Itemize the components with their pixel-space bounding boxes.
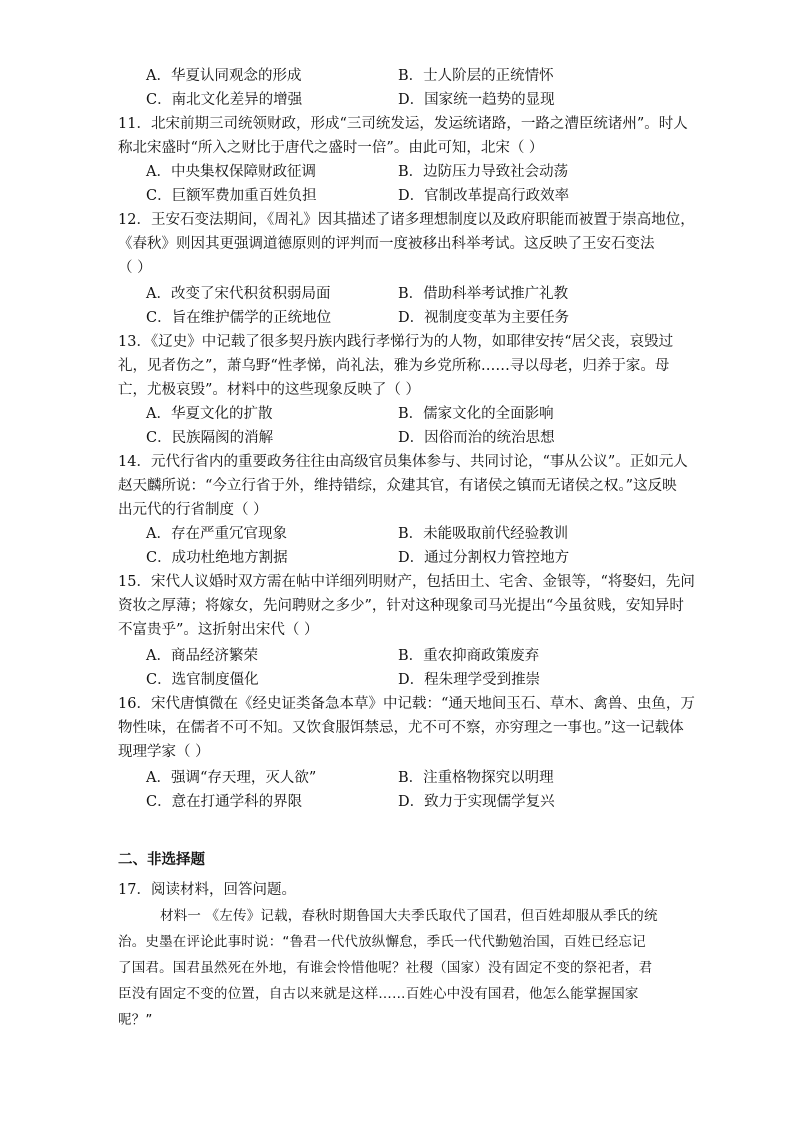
q13-stem-line-3: 亡，尤极哀毁”。材料中的这些现象反映了（ ） (118, 382, 421, 398)
q15-stem-line-2: 资妆之厚薄；将嫁女，先问聘财之多少”，针对这种现象司马光提出“今虽贫贱，安知异时 (118, 598, 684, 614)
q17-material-line-4: 臣没有固定不变的位置，自古以来就是这样……百姓心中没有国君，他怎么能掌握国家 (118, 986, 639, 1002)
q11-option-c: C．巨额军费加重百姓负担 (146, 188, 317, 204)
q14-stem-line-1: 14．元代行省内的重要政务往往由高级官员集体参与、共同讨论，“事从公议”。正如元人 (118, 454, 688, 470)
q11-option-a: A．中央集权保障财政征调 (146, 164, 316, 180)
q15-option-a: A．商品经济繁荣 (146, 648, 258, 664)
q11-option-d: D．官制改革提高行政效率 (398, 188, 570, 204)
q15-stem-line-3: 不富贵乎”。这折射出宋代（ ） (118, 622, 319, 638)
q15-stem-line-1: 15．宋代人议婚时双方需在帖中详细列明财产，包括田土、宅舍、金银等，“将娶妇，先问 (118, 574, 695, 590)
q12-option-d: D．视制度变革为主要任务 (398, 310, 570, 326)
q16-option-a: A．强调“存天理，灭人欲” (146, 770, 317, 786)
q14-option-c: C．成功杜绝地方割据 (146, 550, 288, 566)
q16-stem-line-3: 现理学家（ ） (118, 744, 210, 760)
q15-option-b: B．重农抑商政策废弃 (398, 648, 540, 664)
q13-stem-line-2: 礼，见者伤之”，萧乌野“性孝悌，尚礼法，雅为乡党所称……寻以母老，归养于家。母 (118, 358, 670, 374)
q12-stem-line-3: （ ） (118, 260, 152, 276)
q14-option-a: A．存在严重冗官现象 (146, 526, 287, 542)
q12-stem-line-2: 《春秋》则因其更强调道德原则的评判而一度被移出科举考试。这反映了王安石变法 (118, 236, 655, 252)
q17-material-line-5: 呢？” (118, 1012, 153, 1028)
q14-option-d: D．通过分割权力管控地方 (398, 550, 570, 566)
q16-option-d: D．致力于实现儒学复兴 (398, 794, 555, 810)
q15-option-c: C．选官制度僵化 (146, 672, 259, 688)
q14-option-b: B．未能吸取前代经验教训 (398, 526, 569, 542)
q16-stem-line-1: 16．宋代唐慎微在《经史证类备急本草》中记载：“通天地间玉石、草木、禽兽、虫鱼，万 (118, 696, 695, 712)
prev-option-b: B．士人阶层的正统情怀 (398, 68, 554, 84)
q17-material-line-1: 材料一 《左传》记载，春秋时期鲁国大夫季氏取代了国君，但百姓却服从季氏的统 (160, 908, 658, 924)
q13-option-d: D．因俗而治的统治思想 (398, 430, 555, 446)
prev-option-d: D．国家统一趋势的显现 (398, 92, 555, 108)
q17-stem: 17．阅读材料，回答问题。 (118, 882, 296, 898)
q12-option-b: B．借助科举考试推广礼教 (398, 286, 569, 302)
q15-option-d: D．程朱理学受到推崇 (398, 672, 541, 688)
q16-stem-line-2: 物性味，在儒者不可不知。又饮食服饵禁忌，尤不可不察，亦穷理之一事也。”这一记载体 (118, 720, 684, 736)
q13-option-b: B．儒家文化的全面影响 (398, 406, 554, 422)
q13-stem-line-1: 13．《辽史》中记载了很多契丹族内践行孝悌行为的人物，如耶律安抟“居父丧，哀毁过 (118, 334, 674, 350)
q17-material-line-3: 了国君。国君虽然死在外地，有谁会怜惜他呢？社稷（国家）没有固定不变的祭祀者，君 (118, 960, 653, 976)
q14-stem-line-2: 赵天麟所说：“今立行省于外，维持错综，众建其官，有诸侯之镇而无诸侯之权。”这反映 (118, 478, 677, 494)
section-title: 二、非选择题 (118, 851, 205, 868)
q14-stem-line-3: 出元代的行省制度（ ） (118, 502, 268, 518)
q12-option-a: A．改变了宋代积贫积弱局面 (146, 286, 331, 302)
q17-material-line-2: 治。史墨在评论此事时说：“鲁君一代代放纵懈怠，季氏一代代勤勉治国，百姓已经忘记 (118, 934, 646, 950)
prev-option-a: A．华夏认同观念的形成 (146, 68, 302, 84)
q11-stem-line-1: 11．北宋前期三司统领财政，形成“三司统发运，发运统诸路，一路之漕臣统诸州”。时人 (118, 116, 688, 132)
prev-option-c: C．南北文化差异的增强 (146, 92, 303, 108)
q12-option-c: C．旨在维护儒学的正统地位 (146, 310, 332, 326)
q11-option-b: B．边防压力导致社会动荡 (398, 164, 569, 180)
q13-option-a: A．华夏文化的扩散 (146, 406, 273, 422)
q11-stem-line-2: 称北宋盛时“所入之财比于唐代之盛时一倍”。由此可知，北宋（ ） (118, 140, 544, 156)
q13-option-c: C．民族隔阂的消解 (146, 430, 274, 446)
q16-option-c: C．意在打通学科的界限 (146, 794, 303, 810)
q12-stem-line-1: 12．王安石变法期间，《周礼》因其描述了诸多理想制度以及政府职能而被置于崇高地位， (118, 212, 695, 228)
q16-option-b: B．注重格物探究以明理 (398, 770, 554, 786)
